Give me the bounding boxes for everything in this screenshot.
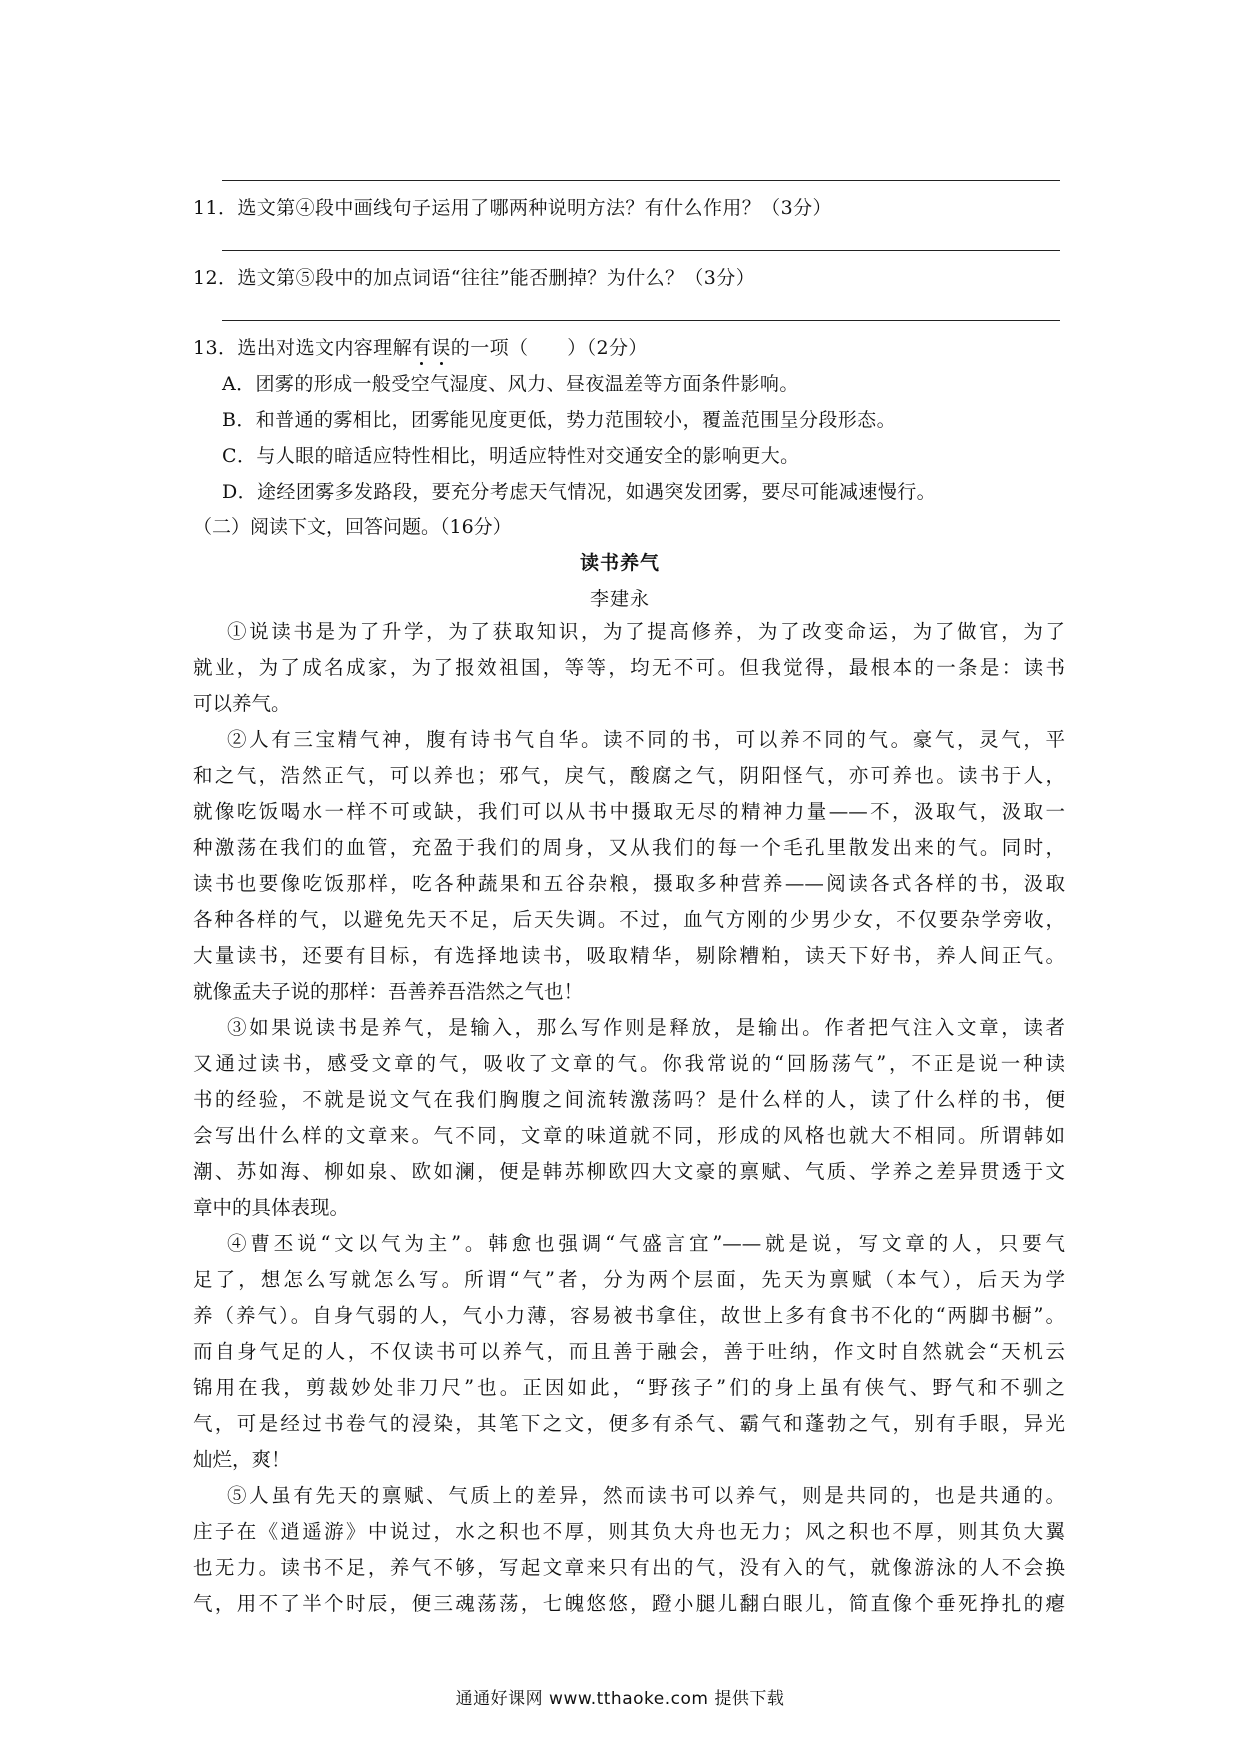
- question-12: 12．选文第⑤段中的加点词语“往往”能否删掉？为什么？（3分）: [193, 267, 756, 289]
- body-line: 气，可是经过书卷气的浸染，其笔下之文，便多有杀气、霸气和蓬勃之气，别有手眼，异光: [193, 1412, 1065, 1435]
- question-13: [193, 334, 648, 362]
- option-d: D．途经团雾多发路段，要充分考虑天气情况，如遇突发团雾，要尽可能减速慢行。: [222, 481, 937, 503]
- article-author: 李建永: [589, 588, 650, 610]
- section-heading: （二）阅读下文，回答问题。（16分）: [193, 516, 512, 538]
- option-b: B．和普通的雾相比，团雾能见度更低，势力范围较小，覆盖范围呈分段形态。: [222, 409, 896, 431]
- body-line: ⑤人虽有先天的禀赋、气质上的差异，然而读书可以养气，则是共同的，也是共通的。: [227, 1484, 1065, 1507]
- body-line: ④曹丕说“文以气为主”。韩愈也强调“气盛言宜”——就是说，写文章的人，只要气: [227, 1232, 1065, 1255]
- emphasis-dot-char: 误: [431, 334, 450, 362]
- body-line: 潮、苏如海、柳如泉、欧如澜，便是韩苏柳欧四大文豪的禀赋、气质、学养之差异贯透于文: [193, 1160, 1065, 1183]
- body-line: 灿烂，爽！: [193, 1448, 291, 1471]
- body-line: 章中的具体表现。: [193, 1196, 350, 1219]
- answer-line-12: [222, 320, 1060, 321]
- emphasis-dot-char: 有: [412, 334, 431, 362]
- body-line: 大量读书，还要有目标，有选择地读书，吸取精华，剔除糟粕，读天下好书，养人间正气。: [193, 944, 1065, 967]
- body-line: 足了，想怎么写就怎么写。所谓“气”者，分为两个层面，先天为禀赋（本气），后天为学: [193, 1268, 1065, 1291]
- body-line: 会写出什么样的文章来。气不同，文章的味道就不同，形成的风格也就大不相同。所谓韩如: [193, 1124, 1065, 1147]
- body-line: 庄子在《逍遥游》中说过，水之积也不厚，则其负大舟也无力；风之积也不厚，则其负大翼: [193, 1520, 1065, 1543]
- body-line: 就像孟夫子说的那样：吾善养吾浩然之气也！: [193, 980, 584, 1003]
- body-line: 书的经验，不就是说文气在我们胸腹之间流转激荡吗？是什么样的人，读了什么样的书，便: [193, 1088, 1065, 1111]
- body-line: 和之气，浩然正气，可以养也；邪气，戾气，酸腐之气，阴阳怪气，亦可养也。读书于人，: [193, 764, 1065, 787]
- body-line: 而自身气足的人，不仅读书可以养气，而且善于融会，善于吐纳，作文时自然就会“天机云: [193, 1340, 1065, 1363]
- page-footer: 通通好课网 www.tthaoke.com 提供下载: [455, 1689, 785, 1709]
- question-11: 11．选文第④段中画线句子运用了哪两种说明方法？有什么作用？（3分）: [193, 197, 832, 219]
- question-13-suffix: 的一项（ ）（2分）: [450, 337, 648, 359]
- body-line: 也无力。读书不足，养气不够，写起文章来只有出的气，没有入的气，就像游泳的人不会换: [193, 1556, 1065, 1579]
- body-line: 气，用不了半个时辰，便三魂荡荡，七魄悠悠，蹬小腿儿翻白眼儿，简直像个垂死挣扎的瘪: [193, 1592, 1065, 1615]
- body-line: 种激荡在我们的血管，充盈于我们的周身，又从我们的每一个毛孔里散发出来的气。同时，: [193, 836, 1065, 859]
- body-line: ③如果说读书是养气，是输入，那么写作则是释放，是输出。作者把气注入文章，读者: [227, 1016, 1065, 1039]
- body-line: 养（养气）。自身气弱的人，气小力薄，容易被书拿住，故世上多有食书不化的“两脚书橱”。: [193, 1304, 1065, 1327]
- body-line: 各种各样的气，以避免先天不足，后天失调。不过，血气方刚的少男少女，不仅要杂学旁收，: [193, 908, 1065, 931]
- body-line: ①说读书是为了升学，为了获取知识，为了提高修养，为了改变命运，为了做官，为了: [227, 620, 1065, 643]
- body-line: 就像吃饭喝水一样不可或缺，我们可以从书中摄取无尽的精神力量——不，汲取气，汲取一: [193, 800, 1065, 823]
- article-title: 读书养气: [579, 552, 660, 574]
- body-line: 可以养气。: [193, 692, 291, 715]
- option-c: C．与人眼的暗适应特性相比，明适应特性对交通安全的影响更大。: [222, 445, 800, 467]
- body-line: 锦用在我，剪裁妙处非刀尺”也。正因如此，“野孩子”们的身上虽有侠气、野气和不驯之: [193, 1376, 1065, 1399]
- body-line: 又通过读书，感受文章的气，吸收了文章的气。你我常说的“回肠荡气”，不正是说一种读: [193, 1052, 1065, 1075]
- answer-line-10: [222, 180, 1060, 181]
- option-a: A．团雾的形成一般受空气湿度、风力、昼夜温差等方面条件影响。: [222, 373, 799, 395]
- body-line: 读书也要像吃饭那样，吃各种蔬果和五谷杂粮，摄取多种营养——阅读各式各样的书，汲取: [193, 872, 1065, 895]
- body-line: 就业，为了成名成家，为了报效祖国，等等，均无不可。但我觉得，最根本的一条是：读书: [193, 656, 1065, 679]
- answer-line-11: [222, 250, 1060, 251]
- question-13-prefix: 13．选出对选文内容理解: [193, 337, 412, 359]
- body-line: ②人有三宝精气神，腹有诗书气自华。读不同的书，可以养不同的气。豪气，灵气，平: [227, 728, 1065, 751]
